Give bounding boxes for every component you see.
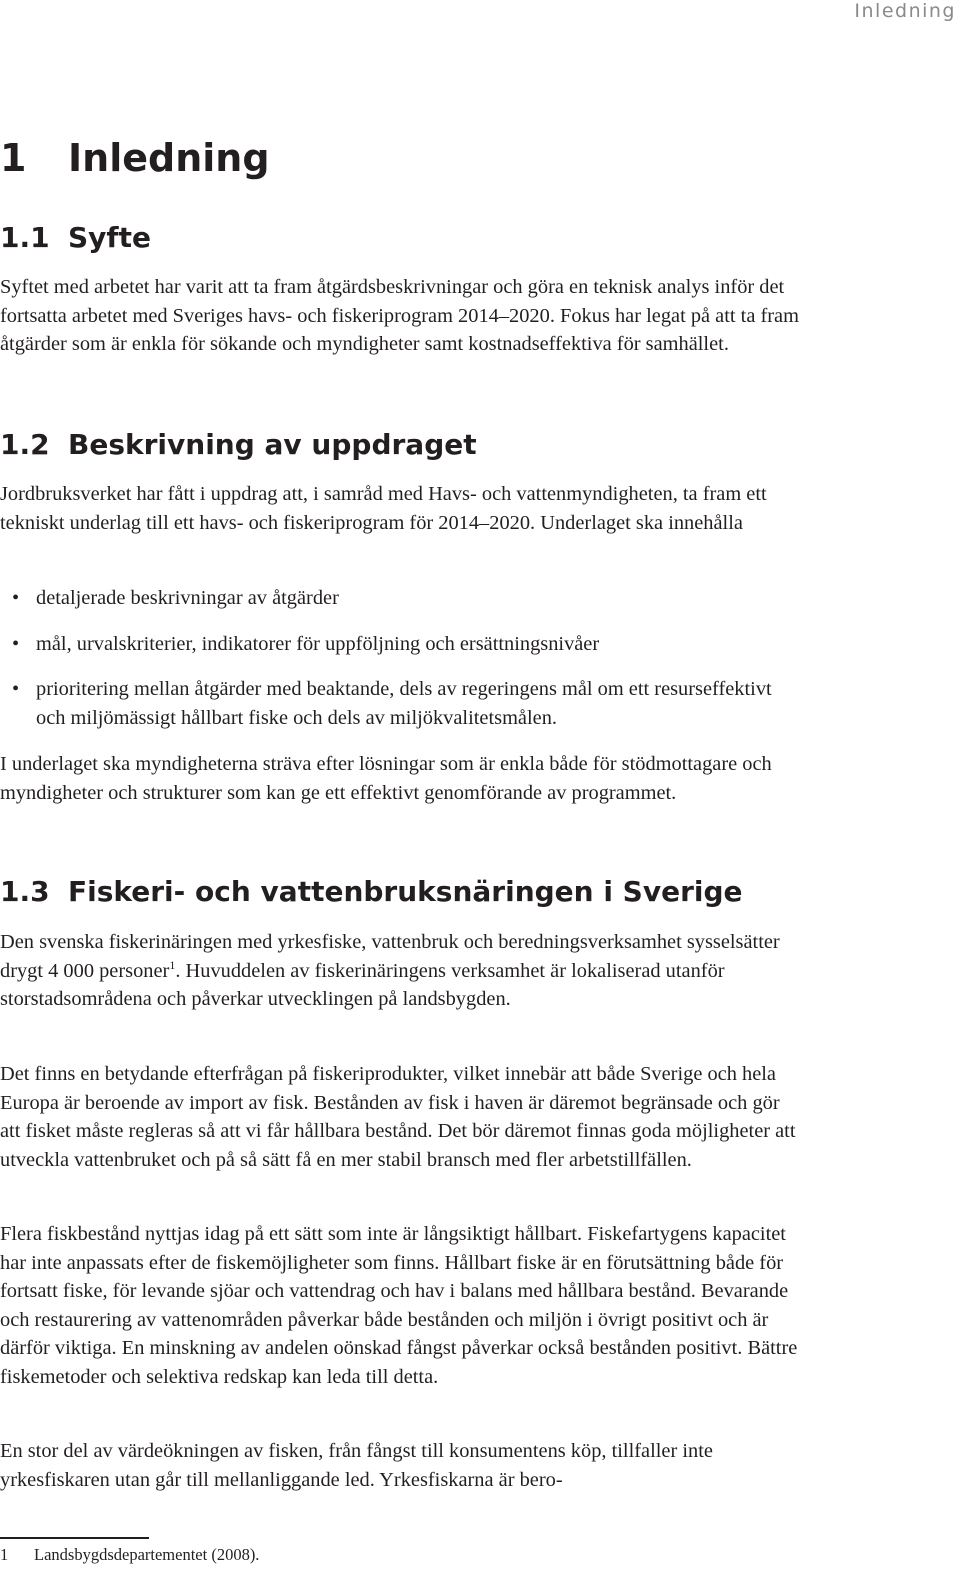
footnote (0, 1544, 259, 1566)
footnote-number: 1 (0, 1545, 9, 1564)
list-item (0, 584, 800, 613)
paragraph-efterfragan: Det finns en betydande efterfrågan på fiskeriprodukter, vilket innebär att både Sverige och hela Europa är beroende av import av fisk. Bestånden av fisk i haven är däremot begränsade och gör att fisket måste regleras så att vi får hållbara bestånd. Det bör däremot finnas goda möjligheter att utveckla vattenbruket och på så sätt få en mer stabil bransch med fler arbetstillfällen. (0, 1063, 796, 1171)
list-item (0, 630, 800, 659)
section-heading-1-3 (0, 873, 743, 911)
section-heading-1-2 (0, 426, 477, 464)
bullet-icon: • (12, 632, 20, 655)
paragraph-text: . Huvuddelen av fiskerinäringens verksamhet är lokaliserad utanför storstadsområdena och påverkar utvecklingen på landsbygden. (0, 959, 725, 1011)
running-header: Inledning (854, 0, 956, 22)
section-title: Beskrivning av uppdraget (68, 428, 477, 461)
section-number: 1.3 (0, 875, 50, 908)
paragraph-uppdrag-outro: I underlaget ska myndigheterna sträva efter lösningar som är enkla både för stödmottagare och myndigheter och strukturer som kan ge ett effektivt genomförande av programmet. (0, 753, 772, 804)
section-title: Syfte (68, 221, 151, 254)
section-title: Fiskeri- och vattenbruksnäringen i Sverige (68, 875, 743, 908)
section-heading-1-1 (0, 219, 151, 257)
list-item (0, 675, 800, 732)
footnote-divider (0, 1537, 149, 1539)
list-item-text: mål, urvalskriterier, indikatorer för uppföljning och ersättningsnivåer (36, 632, 600, 655)
bullet-icon: • (12, 678, 20, 701)
footnote-text: Landsbygdsdepartementet (2008). (34, 1545, 260, 1564)
footnote-reference[interactable]: 1 (169, 957, 176, 972)
paragraph-fiskbestand: Flera fiskbestånd nyttjas idag på ett sätt som inte är långsiktigt hållbart. Fiskefartygens kapacitet har inte anpassats efter de fiskemöjligheter som finns. Hållbart fiske är en förutsättning både för fortsatt fiske, för levande sjöar och vattendrag och hav i balans med hållbara bestånd. Bevarande och restaurering av vattenområden påverkar både bestånden och miljön i övrigt positivt och är därför viktiga. En minskning av andelen oönskad fångst påverkar också bestånden positivt. Bättre fiskemetoder och selektiva redskap kan leda till detta. (0, 1223, 798, 1388)
list-item-text: detaljerade beskrivningar av åtgärder (36, 587, 339, 609)
chapter-title: Inledning (68, 136, 270, 180)
bullet-icon: • (12, 587, 20, 609)
paragraph-uppdrag-intro: Jordbruksverket har fått i uppdrag att, i samråd med Havs- och vattenmyndigheten, ta fram ett tekniskt underlag till ett havs- och fiskeriprogram för 2014–2020. Underlaget ska innehålla (0, 483, 767, 534)
chapter-number: 1 (0, 136, 27, 180)
chapter-heading (0, 132, 270, 184)
paragraph-fiskerinaring (0, 928, 800, 1014)
bullet-list (0, 584, 800, 732)
paragraph-text: Den svenska fiskerinäringen med yrkesfiske, vattenbruk och beredningsverksamhet sysselsätter drygt 4 000 personer (0, 931, 780, 982)
list-item-text: prioritering mellan åtgärder med beaktande, dels av regeringens mål om ett resurseffektivt och miljömässigt hållbart fiske och dels av miljökvalitetsmålen. (36, 678, 772, 729)
section-number: 1.1 (0, 221, 50, 254)
paragraph-syfte: Syftet med arbetet har varit att ta fram åtgärdsbeskrivningar och göra en teknisk analys inför det fortsatta arbetet med Sveriges havs- och fiskeriprogram 2014–2020. Fokus har legat på att ta fram åtgärder som är enkla för sökande och myndigheter samt kostnadseffektiva för samhället. (0, 276, 799, 356)
paragraph-vardeokning: En stor del av värdeökningen av fisken, från fångst till konsumentens köp, tillfaller inte yrkesfiskaren utan går till mellanliggande led. Yrkesfiskarna är bero- (0, 1440, 713, 1491)
section-number: 1.2 (0, 428, 50, 461)
